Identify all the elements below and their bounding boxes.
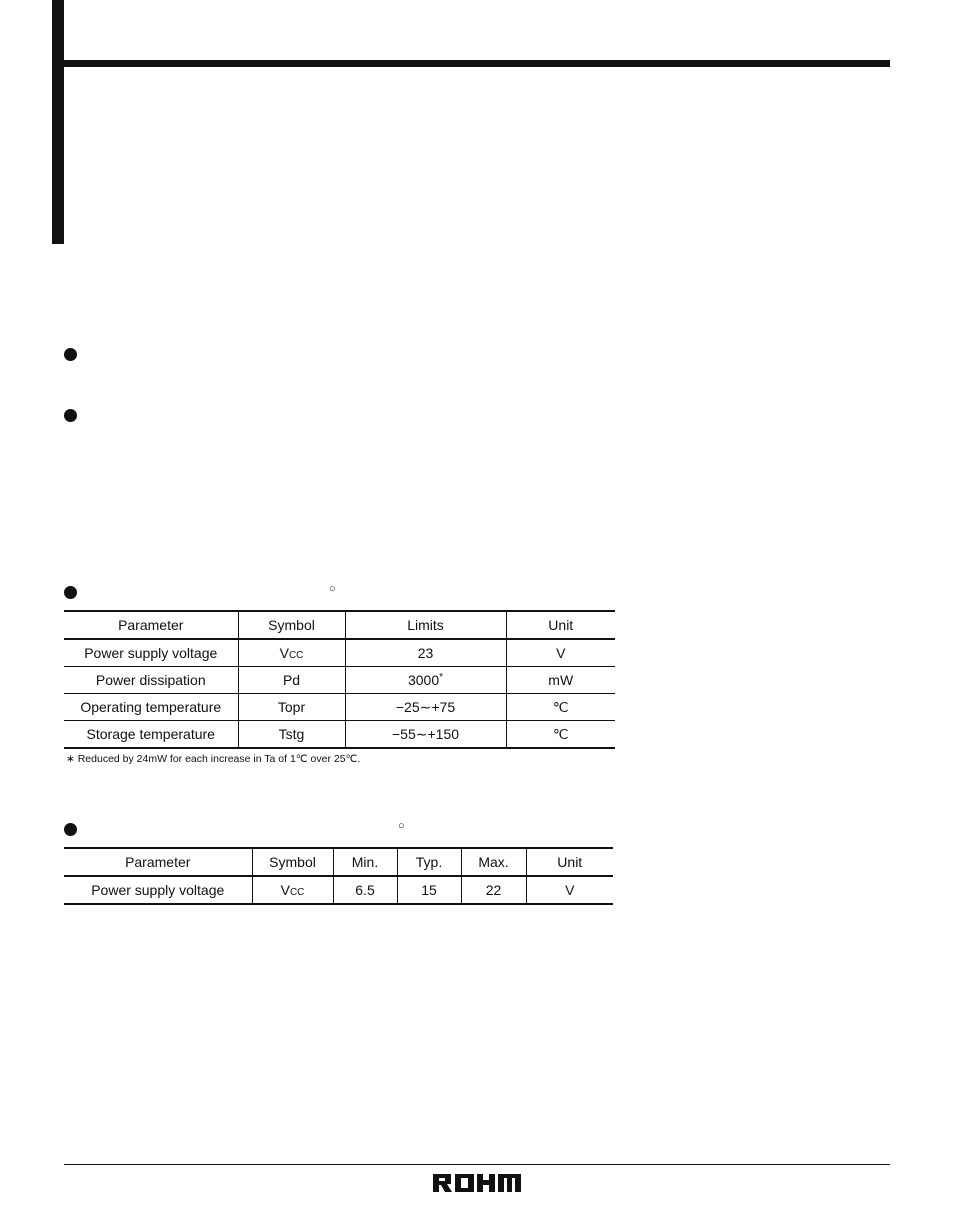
header-unit: Unit (506, 611, 615, 639)
header-symbol: Symbol (238, 611, 345, 639)
header-symbol: Symbol (252, 848, 333, 876)
cell-min: 6.5 (333, 876, 397, 904)
table-row (64, 721, 615, 749)
cell-typ: 15 (397, 876, 461, 904)
table-row (64, 876, 613, 904)
cell-symbol: VCC (252, 876, 333, 904)
cell-limits: 3000* (345, 667, 506, 694)
section-bullet-icon (64, 586, 77, 599)
cell-symbol: Tstg (238, 721, 345, 749)
degree-mark: ○ (329, 583, 336, 595)
header-max: Max. (461, 848, 526, 876)
degree-mark: ○ (398, 820, 405, 832)
cell-parameter: Power supply voltage (64, 639, 238, 667)
cell-parameter: Power supply voltage (64, 876, 252, 904)
cell-parameter: Operating temperature (64, 694, 238, 721)
section-bullet-icon (64, 409, 77, 422)
absolute-max-ratings-table (64, 610, 615, 749)
header-typ: Typ. (397, 848, 461, 876)
table-footnote: ∗ Reduced by 24mW for each increase in Ta of 1℃ over 25℃. (66, 753, 361, 765)
table-header-row (64, 848, 613, 876)
header-horizontal-rule (64, 60, 890, 67)
header-parameter: Parameter (64, 848, 252, 876)
recommended-operating-table (64, 847, 613, 905)
cell-unit: mW (506, 667, 615, 694)
header-vertical-bar (52, 0, 64, 244)
cell-limits: −55∼+150 (345, 721, 506, 749)
table-row (64, 667, 615, 694)
cell-limits: 23 (345, 639, 506, 667)
cell-unit: V (526, 876, 613, 904)
header-min: Min. (333, 848, 397, 876)
cell-unit: ℃ (506, 721, 615, 749)
cell-parameter: Power dissipation (64, 667, 238, 694)
header-limits: Limits (345, 611, 506, 639)
header-unit: Unit (526, 848, 613, 876)
cell-symbol: VCC (238, 639, 345, 667)
table-row (64, 694, 615, 721)
cell-unit: ℃ (506, 694, 615, 721)
table-header-row (64, 611, 615, 639)
section-bullet-icon (64, 348, 77, 361)
section-bullet-icon (64, 823, 77, 836)
table-row (64, 639, 615, 667)
rohm-logo (432, 1172, 522, 1194)
cell-parameter: Storage temperature (64, 721, 238, 749)
cell-limits: −25∼+75 (345, 694, 506, 721)
header-parameter: Parameter (64, 611, 238, 639)
footer-rule (64, 1164, 890, 1165)
cell-symbol: Pd (238, 667, 345, 694)
cell-unit: V (506, 639, 615, 667)
cell-max: 22 (461, 876, 526, 904)
cell-symbol: Topr (238, 694, 345, 721)
